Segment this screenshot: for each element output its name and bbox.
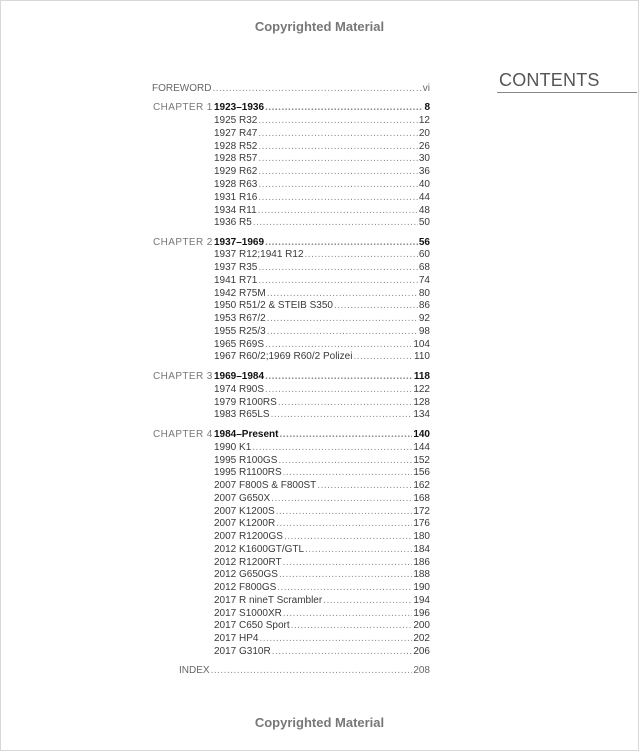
toc-entry-title: 1950 R51/2 & STEIB S350 [214,300,333,311]
toc-leader-dots [267,313,418,326]
toc-leader-dots [259,633,412,646]
toc-entry-title: 1955 R25/3 [214,326,266,337]
toc-leader-dots [272,646,413,659]
toc-entry-page: 206 [413,646,430,657]
toc-entry[interactable] [214,467,430,480]
toc-leader-dots [276,518,412,531]
toc-chapter-page: 118 [413,371,430,382]
toc-entry-title: 1967 R60/2;1969 R60/2 Polizei [214,351,353,362]
toc-entry-page: 92 [418,313,430,324]
toc-chapter-title: 1984–Present [214,429,279,440]
toc-entry[interactable] [214,620,430,633]
toc-leader-dots [277,582,412,595]
toc-entry-title: 1928 R63 [214,179,258,190]
contents-title-rule [497,92,637,93]
toc-foreword-page: vi [422,83,430,94]
chapter-1-label: CHAPTER 1 [153,102,213,113]
toc-entry[interactable] [214,384,430,397]
toc-entry-title: 2007 K1200S [214,506,275,517]
toc-entry[interactable] [214,518,430,531]
toc-entry[interactable] [214,179,430,192]
toc-entry[interactable] [214,531,430,544]
toc-entry[interactable] [214,313,430,326]
toc-leader-dots [265,339,412,352]
toc-entry[interactable] [214,506,430,519]
toc-entry-title: 1965 R69S [214,339,265,350]
toc-entry[interactable] [214,166,430,179]
toc-chapter-4-heading[interactable] [214,429,430,442]
toc-entry-page: 44 [418,192,430,203]
toc-entry-page: 20 [418,128,430,139]
copyright-notice-bottom: Copyrighted Material [254,715,385,730]
toc-leader-dots [278,455,412,468]
toc-index-page: 208 [413,665,430,676]
toc-entry[interactable] [214,633,430,646]
toc-entry[interactable] [214,493,430,506]
toc-foreword-label: FOREWORD [152,83,212,94]
toc-entry-title: 1953 R67/2 [214,313,266,324]
toc-entry-page: 122 [413,384,430,395]
toc-leader-dots [280,429,413,442]
toc-entry-title: 1990 K1 [214,442,252,453]
toc-entry-title: 1925 R32 [214,115,258,126]
toc-chapter-page: 140 [413,429,430,440]
toc-entry[interactable] [214,262,430,275]
toc-entry[interactable] [214,249,430,262]
toc-entry[interactable] [214,569,430,582]
toc-index-label: INDEX [179,665,210,676]
toc-leader-dots [278,397,412,410]
toc-leader-dots [276,506,413,519]
toc-entry-title: 2012 R1200RT [214,557,282,568]
toc-leader-dots [212,83,421,96]
toc-entry-page: 48 [418,205,430,216]
toc-entry-title: 1927 R47 [214,128,258,139]
toc-entry-page: 110 [414,351,430,362]
toc-leader-dots [265,371,413,384]
chapter-3-label: CHAPTER 3 [153,371,213,382]
toc-chapter-title: 1937–1969 [214,237,265,248]
toc-entry-page: 36 [418,166,430,177]
toc-entry-title: 2017 R nineT Scrambler [214,595,323,606]
toc-leader-dots [258,166,418,179]
toc-entry-title: 1979 R100RS [214,397,277,408]
toc-leader-dots [258,205,418,218]
toc-leader-dots [279,569,412,582]
toc-chapter-title: 1969–1984 [214,371,265,382]
toc-entry[interactable] [214,442,430,455]
toc-entry-page: 180 [413,531,430,542]
toc-entry-page: 202 [413,633,430,644]
toc-leader-dots [258,141,418,154]
toc-entry-page: 168 [413,493,430,504]
toc-entry-page: 184 [413,544,430,555]
toc-entry[interactable] [214,409,430,422]
toc-entry-page: 68 [418,262,430,273]
toc-leader-dots [258,153,418,166]
toc-leader-dots [258,262,418,275]
chapter-2-label: CHAPTER 2 [153,237,213,248]
toc-entry[interactable] [214,557,430,570]
toc-entry-title: 1974 R90S [214,384,265,395]
toc-entry-page: 30 [418,153,430,164]
toc-entry-page: 26 [418,141,430,152]
toc-entry[interactable] [214,339,430,352]
toc-entry-title: 1941 R71 [214,275,258,286]
toc-entry-title: 2007 G650X [214,493,271,504]
toc-entry-title: 1983 R65LS [214,409,270,420]
toc-entry[interactable] [214,582,430,595]
toc-entry-title: 1928 R52 [214,141,258,152]
toc-entry[interactable] [214,300,430,313]
toc-leader-dots [284,531,412,544]
toc-chapter-page: 56 [418,237,430,248]
toc-entry-page: 200 [413,620,430,631]
toc-leader-dots [283,608,412,621]
toc-leader-dots [317,480,412,493]
toc-entry-page: 80 [418,288,430,299]
toc-entry[interactable] [214,217,430,230]
toc-entry-page: 104 [413,339,430,350]
toc-entry-page: 162 [413,480,430,491]
toc-entry[interactable] [214,455,430,468]
toc-entry[interactable] [214,115,430,128]
toc-entry-page: 50 [418,217,430,228]
contents-title: CONTENTS [499,70,600,90]
copyright-notice-top: Copyrighted Material [254,19,385,34]
toc-entry-page: 134 [413,409,430,420]
toc-entry-page: 188 [413,569,430,580]
toc-entry-title: 1934 R11 [214,205,257,216]
toc-leader-dots [291,620,413,633]
toc-foreword[interactable] [152,83,430,96]
toc-entry-title: 2017 S1000XR [214,608,282,619]
toc-entry[interactable] [214,141,430,154]
toc-entry[interactable] [214,608,430,621]
toc-leader-dots [323,595,412,608]
toc-index[interactable] [179,665,430,678]
toc-entry-title: 2012 G650GS [214,569,278,580]
toc-entry[interactable] [214,192,430,205]
toc-leader-dots [353,351,413,364]
toc-leader-dots [271,493,412,506]
toc-entry-page: 152 [413,455,430,466]
toc-leader-dots [305,249,418,262]
toc-entry-title: 1936 R5 [214,217,252,228]
toc-leader-dots [271,409,413,422]
toc-entry[interactable] [214,153,430,166]
toc-leader-dots [258,192,418,205]
toc-entry[interactable] [214,275,430,288]
toc-chapter-2-heading[interactable] [214,237,430,250]
toc-chapter-3-heading[interactable] [214,371,430,384]
toc-entry[interactable] [214,351,430,364]
toc-leader-dots [283,467,413,480]
toc-entry-title: 1931 R16 [214,192,258,203]
toc-leader-dots [265,102,423,115]
toc-entry-page: 156 [413,467,430,478]
toc-entry-page: 186 [413,557,430,568]
toc-entry-page: 196 [413,608,430,619]
toc-leader-dots [267,288,418,301]
toc-entry-page: 144 [413,442,430,453]
toc-entry-page: 12 [418,115,430,126]
toc-chapter-title: 1923–1936 [214,102,265,113]
toc-leader-dots [267,326,418,339]
toc-entry-page: 128 [413,397,430,408]
toc-entry[interactable] [214,595,430,608]
toc-chapter-page: 8 [424,102,430,113]
toc-entry-title: 2017 HP4 [214,633,259,644]
toc-entry-title: 1942 R75M [214,288,266,299]
toc-leader-dots [258,128,418,141]
toc-entry-title: 1928 R57 [214,153,258,164]
toc-leader-dots [211,665,413,678]
toc-entry-title: 2017 G310R [214,646,271,657]
toc-entry-title: 1937 R12;1941 R12 [214,249,304,260]
toc-leader-dots [258,115,418,128]
toc-leader-dots [334,300,418,313]
toc-entry-page: 60 [418,249,430,260]
toc-entry-title: 1929 R62 [214,166,258,177]
toc-entry[interactable] [214,544,430,557]
toc-entry-title: 2007 R1200GS [214,531,283,542]
toc-entry[interactable] [214,288,430,301]
toc-entry-title: 2007 F800S & F800ST [214,480,317,491]
toc-chapter-1-heading[interactable] [214,102,430,115]
toc-leader-dots [265,384,412,397]
toc-leader-dots [258,179,418,192]
toc-entry[interactable] [214,205,430,218]
toc-entry[interactable] [214,397,430,410]
toc-entry-title: 2012 F800GS [214,582,277,593]
toc-entry-title: 2007 K1200R [214,518,276,529]
toc-entry-page: 172 [413,506,430,517]
toc-entry[interactable] [214,326,430,339]
toc-leader-dots [283,557,413,570]
toc-leader-dots [258,275,418,288]
toc-leader-dots [252,442,412,455]
toc-leader-dots [253,217,418,230]
toc-leader-dots [305,544,412,557]
toc-entry-page: 40 [418,179,430,190]
toc-entry-page: 98 [418,326,430,337]
toc-entry-page: 86 [418,300,430,311]
toc-entry-page: 176 [413,518,430,529]
toc-entry-title: 2017 C650 Sport [214,620,290,631]
chapter-4-label: CHAPTER 4 [153,429,213,440]
toc-entry-page: 74 [418,275,430,286]
toc-entry[interactable] [214,480,430,493]
toc-entry-title: 2012 K1600GT/GTL [214,544,305,555]
toc-entry-title: 1995 R100GS [214,455,278,466]
toc-entry-title: 1995 R1100RS [214,467,282,478]
toc-entry-page: 194 [413,595,430,606]
toc-entry[interactable] [214,128,430,141]
toc-entry[interactable] [214,646,430,659]
toc-entry-title: 1937 R35 [214,262,258,273]
toc-entry-page: 190 [413,582,430,593]
toc-leader-dots [265,237,418,250]
